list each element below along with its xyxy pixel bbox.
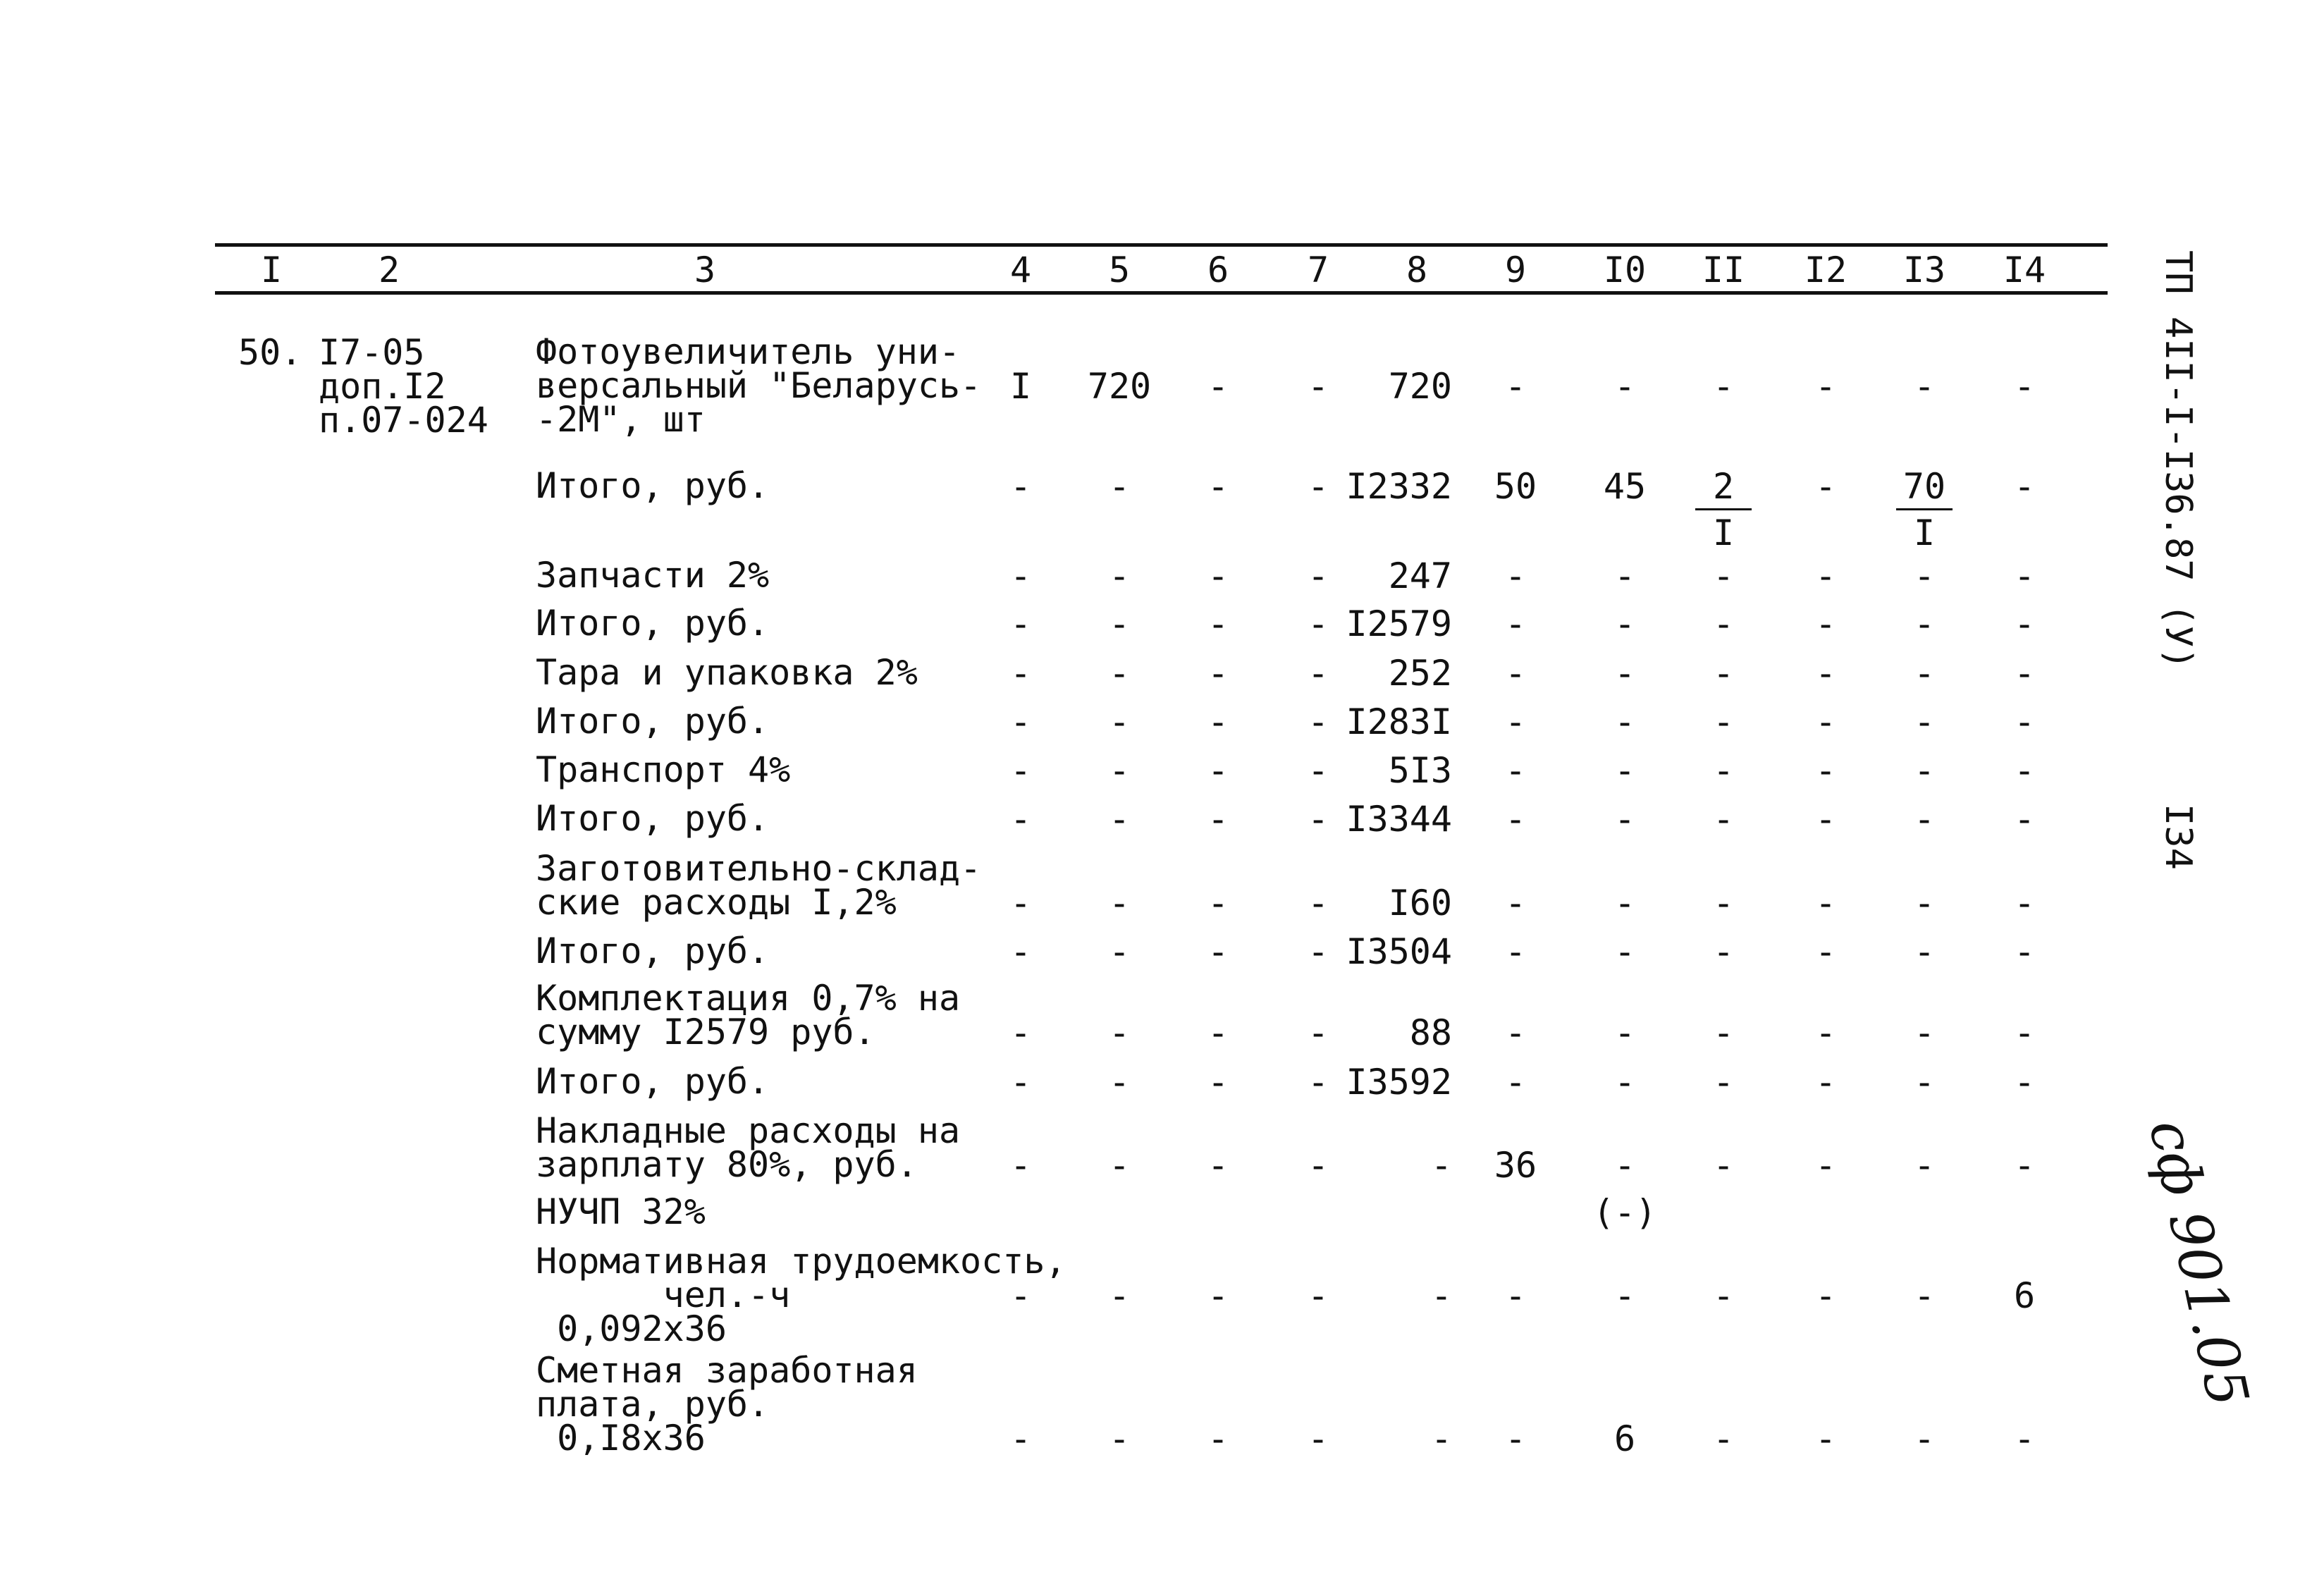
row-16-col-14: - [2013,1418,2036,1459]
fraction-line [1896,508,1953,510]
row-8-col-11: - [1712,799,1735,840]
row-11-col-8: 88 [1409,1012,1452,1053]
row-11-col-5: - [1108,1012,1131,1053]
row-5-col-14: - [2013,653,2036,694]
row-11-description: Комплектация 0,7% на сумму I2579 руб. [536,978,961,1052]
row-16-col-9: - [1504,1418,1527,1459]
row-12-col-9: - [1504,1062,1527,1103]
row-3-col-13: - [1913,555,1936,596]
row-13-col-4: - [1009,1145,1032,1186]
row-11-col-12: - [1814,1012,1837,1053]
row-6-col-6: - [1207,701,1229,742]
row-4-col-14: - [2013,603,2036,644]
row-9-col-9: - [1504,883,1527,923]
row-5-col-12: - [1814,653,1837,694]
row-16-col-5: - [1108,1418,1131,1459]
row-10-col-7: - [1307,931,1329,972]
row-5-col-7: - [1307,653,1329,694]
row-12-col-8: I3592 [1346,1062,1452,1103]
row-16-col-11: - [1712,1418,1735,1459]
row-15-col-6: - [1207,1275,1229,1316]
column-header-9: 9 [1504,250,1527,290]
row-13-col-13: - [1913,1145,1936,1186]
row-6-col-14: - [2013,701,2036,742]
row-9-col-13: - [1913,883,1936,923]
row-13-col-12: - [1814,1145,1837,1186]
row-2-col-10: 45 [1603,466,1647,507]
row-9-col-8: I60 [1388,883,1452,923]
column-header-5: 5 [1108,250,1131,290]
column-header-10: I0 [1603,250,1647,290]
row-15-description: Нормативная трудоемкость, чел.-ч 0,092х36 [536,1241,1066,1349]
row-15-col-12: - [1814,1275,1837,1316]
row-8-col-10: - [1613,799,1636,840]
row-3-col-5: - [1108,555,1131,596]
row-2-col-14: - [2013,466,2036,507]
row-7-col-8: 5I3 [1388,750,1452,791]
column-header-12: I2 [1804,250,1847,290]
row-3-col-9: - [1504,555,1527,596]
row-13-col-7: - [1307,1145,1329,1186]
row-7-col-11: - [1712,750,1735,791]
row-3-col-11: - [1712,555,1735,596]
handwritten-signature: сф 901.05 [2137,1114,2261,1413]
row-1-col-13: - [1913,366,1936,407]
row-5-col-13: - [1913,653,1936,694]
row-5-description: Тара и упаковка 2% [536,652,918,693]
row-1-col-4: I [1009,366,1032,407]
row-1-col-8: 720 [1388,366,1452,407]
row-12-col-11: - [1712,1062,1735,1103]
row-16-description: Сметная заработная плата, руб. 0,I8х36 [536,1350,918,1459]
row-8-col-9: - [1504,799,1527,840]
row-2-col-6: - [1207,466,1229,507]
row-13-description: Накладные расходы на зарплату 80%, руб. [536,1110,961,1185]
row-5-col-10: - [1613,653,1636,694]
row-2-sub11: I [1712,512,1735,553]
row-10-col-10: - [1613,931,1636,972]
row-7-col-13: - [1913,750,1936,791]
row-3-col-7: - [1307,555,1329,596]
row-15-col-9: - [1504,1275,1527,1316]
row-12-col-6: - [1207,1062,1229,1103]
row-10-col-4: - [1009,931,1032,972]
row-6-col-12: - [1814,701,1837,742]
row-13-col-11: - [1712,1145,1735,1186]
row-16-col-6: - [1207,1418,1229,1459]
row-8-col-4: - [1009,799,1032,840]
row-15-col-8: - [1430,1275,1452,1316]
row-7-col-5: - [1108,750,1131,791]
row-1-col-10: - [1613,366,1636,407]
row-8-col-6: - [1207,799,1229,840]
page-number: I34 [2157,804,2199,870]
row-7-col-14: - [2013,750,2036,791]
item-code-1: I7-05 [319,332,425,373]
row-11-col-9: - [1504,1012,1527,1053]
row-16-col-4: - [1009,1418,1032,1459]
row-3-description: Запчасти 2% [536,555,770,596]
row-4-col-13: - [1913,603,1936,644]
row-6-col-8: I283I [1346,701,1452,742]
row-6-col-9: - [1504,701,1527,742]
row-12-col-5: - [1108,1062,1131,1103]
row-3-col-10: - [1613,555,1636,596]
row-10-col-8: I3504 [1346,931,1452,972]
row-8-col-8: I3344 [1346,799,1452,840]
row-4-col-4: - [1009,603,1032,644]
row-12-col-4: - [1009,1062,1032,1103]
row-1-col-14: - [2013,366,2036,407]
row-5-col-6: - [1207,653,1229,694]
row-5-col-5: - [1108,653,1131,694]
column-header-11: II [1702,250,1745,290]
row-15-col-5: - [1108,1275,1131,1316]
row-16-col-12: - [1814,1418,1837,1459]
row-11-col-6: - [1207,1012,1229,1053]
row-12-col-13: - [1913,1062,1936,1103]
row-1-col-12: - [1814,366,1837,407]
row-7-col-6: - [1207,750,1229,791]
row-12-col-7: - [1307,1062,1329,1103]
row-7-col-7: - [1307,750,1329,791]
row-12-description: Итого, руб. [536,1061,770,1102]
row-15-col-4: - [1009,1275,1032,1316]
row-4-col-9: - [1504,603,1527,644]
row-3-col-4: - [1009,555,1032,596]
row-4-col-11: - [1712,603,1735,644]
row-2-col-12: - [1814,466,1837,507]
row-13-col-14: - [2013,1145,2036,1186]
row-6-col-5: - [1108,701,1131,742]
row-15-col-14: 6 [2013,1275,2036,1316]
row-10-col-6: - [1207,931,1229,972]
row-4-col-6: - [1207,603,1229,644]
row-9-col-12: - [1814,883,1837,923]
row-14-description: НУЧП 32% [536,1191,706,1232]
row-1-col-5: 720 [1087,366,1152,407]
column-header-1: I [260,250,283,290]
row-1-col-6: - [1207,366,1229,407]
row-9-description: Заготовительно-склад- ские расходы I,2% [536,848,982,923]
row-5-col-11: - [1712,653,1735,694]
document-code: ТП 4II-I-I36.87 (У) [2157,250,2199,670]
row-3-col-14: - [2013,555,2036,596]
row-2-col-7: - [1307,466,1329,507]
row-4-col-8: I2579 [1346,603,1452,644]
row-13-col-9: 36 [1494,1145,1537,1186]
row-2-col-11: 2 [1712,466,1735,507]
row-11-col-11: - [1712,1012,1735,1053]
row-13-col-5: - [1108,1145,1131,1186]
row-12-col-10: - [1613,1062,1636,1103]
row-14-col-10: (-) [1592,1192,1657,1233]
row-2-col-4: - [1009,466,1032,507]
row-10-col-12: - [1814,931,1837,972]
row-9-col-7: - [1307,883,1329,923]
fraction-line [1695,508,1752,510]
row-7-col-4: - [1009,750,1032,791]
column-header-2: 2 [378,250,400,290]
row-9-col-11: - [1712,883,1735,923]
row-9-col-14: - [2013,883,2036,923]
row-1-description: Фотоувеличитель уни- версальный "Беларусь- -2М", шт [536,331,982,440]
row-9-col-5: - [1108,883,1131,923]
column-header-3: 3 [694,250,716,290]
row-10-col-11: - [1712,931,1735,972]
row-6-col-7: - [1307,701,1329,742]
row-16-col-7: - [1307,1418,1329,1459]
row-4-description: Итого, руб. [536,603,770,644]
item-number: 50. [238,332,302,373]
row-2-col-9: 50 [1494,466,1537,507]
row-4-col-7: - [1307,603,1329,644]
row-7-col-10: - [1613,750,1636,791]
row-5-col-9: - [1504,653,1527,694]
row-5-col-4: - [1009,653,1032,694]
column-header-4: 4 [1009,250,1032,290]
row-8-col-14: - [2013,799,2036,840]
row-15-col-7: - [1307,1275,1329,1316]
row-16-col-13: - [1913,1418,1936,1459]
row-13-col-8: - [1430,1145,1452,1186]
row-10-col-14: - [2013,931,2036,972]
row-8-col-13: - [1913,799,1936,840]
row-7-col-12: - [1814,750,1837,791]
row-1-col-11: - [1712,366,1735,407]
row-13-col-6: - [1207,1145,1229,1186]
row-15-col-10: - [1613,1275,1636,1316]
item-code-3: п.07-024 [319,400,488,441]
row-6-description: Итого, руб. [536,701,770,742]
row-11-col-7: - [1307,1012,1329,1053]
row-9-col-6: - [1207,883,1229,923]
row-1-col-7: - [1307,366,1329,407]
row-10-col-5: - [1108,931,1131,972]
column-header-13: I3 [1902,250,1946,290]
column-header-7: 7 [1307,250,1329,290]
row-6-col-10: - [1613,701,1636,742]
row-8-col-12: - [1814,799,1837,840]
row-10-col-9: - [1504,931,1527,972]
row-9-col-10: - [1613,883,1636,923]
row-8-col-5: - [1108,799,1131,840]
row-2-sub13: I [1913,512,1936,553]
row-11-col-14: - [2013,1012,2036,1053]
row-16-col-10: 6 [1613,1418,1636,1459]
column-header-6: 6 [1207,250,1229,290]
row-1-col-9: - [1504,366,1527,407]
row-10-description: Итого, руб. [536,931,770,971]
row-3-col-12: - [1814,555,1837,596]
row-2-description: Итого, руб. [536,465,770,506]
row-3-col-8: 247 [1388,555,1452,596]
row-15-col-13: - [1913,1275,1936,1316]
row-6-col-11: - [1712,701,1735,742]
row-2-col-5: - [1108,466,1131,507]
table-top-rule [215,243,2108,247]
row-2-col-13: 70 [1902,466,1946,507]
row-10-col-13: - [1913,931,1936,972]
row-9-col-4: - [1009,883,1032,923]
row-7-col-9: - [1504,750,1527,791]
row-15-col-11: - [1712,1275,1735,1316]
row-8-col-7: - [1307,799,1329,840]
row-4-col-5: - [1108,603,1131,644]
row-13-col-10: - [1613,1145,1636,1186]
row-11-col-4: - [1009,1012,1032,1053]
row-6-col-4: - [1009,701,1032,742]
row-11-col-13: - [1913,1012,1936,1053]
row-6-col-13: - [1913,701,1936,742]
item-code-2: доп.I2 [319,366,446,407]
row-4-col-10: - [1613,603,1636,644]
row-7-description: Транспорт 4% [536,749,791,790]
row-12-col-14: - [2013,1062,2036,1103]
row-5-col-8: 252 [1388,653,1452,694]
row-2-col-8: I2332 [1346,466,1452,507]
row-3-col-6: - [1207,555,1229,596]
row-8-description: Итого, руб. [536,798,770,839]
row-16-col-8: - [1430,1418,1452,1459]
table-header-rule [215,291,2108,295]
row-12-col-12: - [1814,1062,1837,1103]
row-11-col-10: - [1613,1012,1636,1053]
column-header-14: I4 [2003,250,2046,290]
column-header-8: 8 [1406,250,1428,290]
row-4-col-12: - [1814,603,1837,644]
